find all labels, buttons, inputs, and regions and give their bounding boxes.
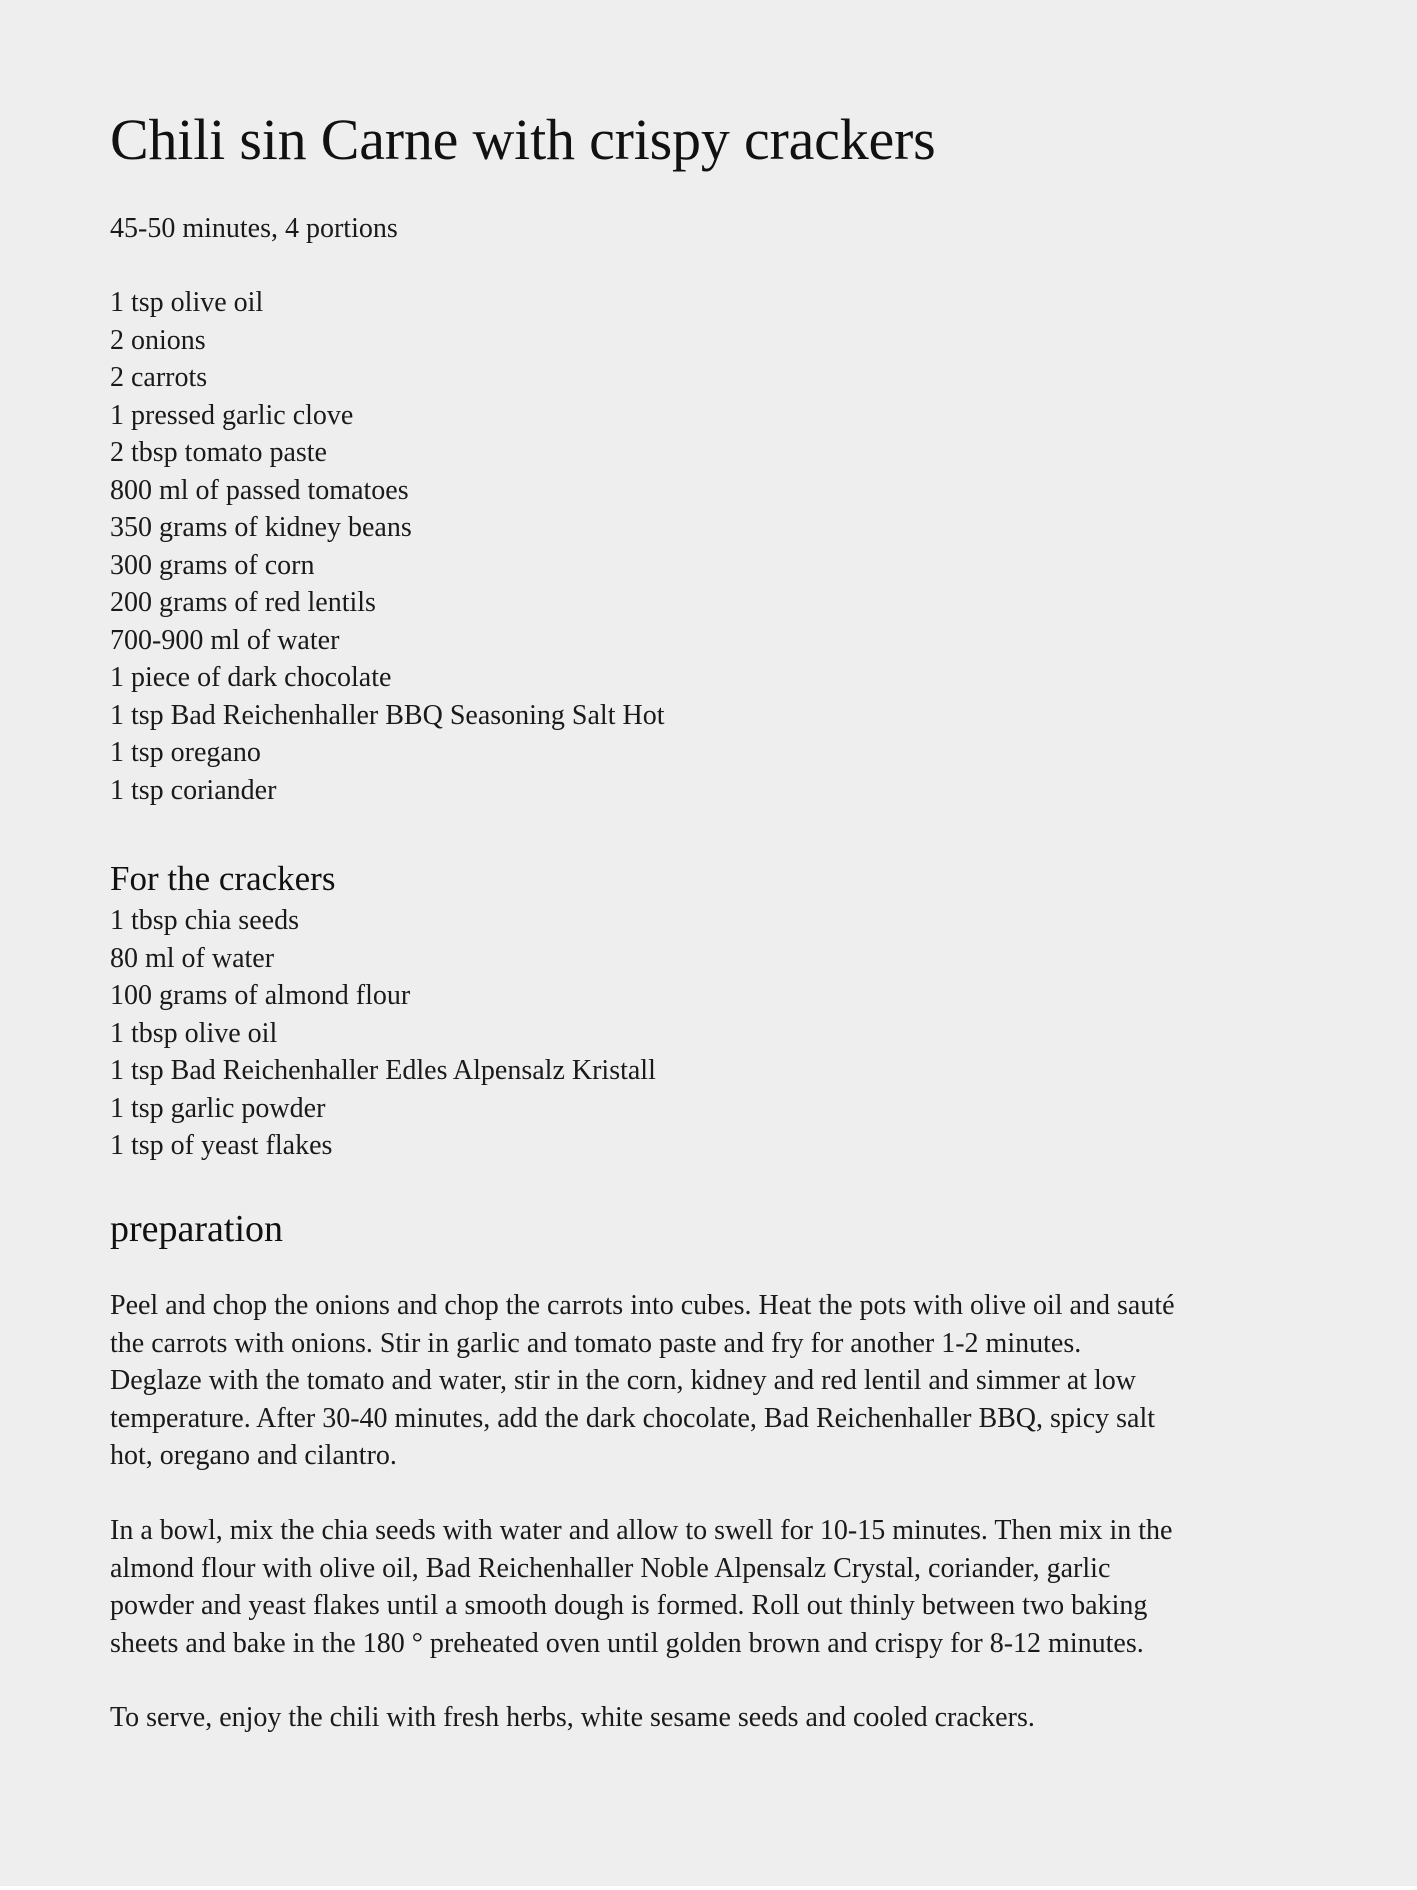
crackers-ingredient-item: 1 tsp Bad Reichenhaller Edles Alpensalz Kristall bbox=[110, 1055, 656, 1086]
ingredient-item: 1 pressed garlic clove bbox=[110, 399, 354, 431]
ingredient-item: 2 carrots bbox=[110, 362, 208, 393]
paragraph-line: the carrots with onions. Stir in garlic and tomato paste and fry for another 1-2 minutes. bbox=[110, 1327, 1082, 1359]
preparation-paragraph-chili bbox=[110, 1287, 1175, 1475]
preparation-paragraph-crackers bbox=[110, 1512, 1172, 1662]
paragraph-line: almond flour with olive oil, Bad Reichenhaller Noble Alpensalz Crystal, coriander, garlic bbox=[110, 1552, 1111, 1584]
paragraph-line: Deglaze with the tomato and water, stir in the corn, kidney and red lentil and simmer at low bbox=[110, 1365, 1137, 1396]
paragraph-line: In a bowl, mix the chia seeds with water and allow to swell for 10-15 minutes. Then mix in the bbox=[110, 1515, 1173, 1546]
preparation-paragraph-serve bbox=[110, 1699, 1035, 1737]
paragraph-line: powder and yeast flakes until a smooth dough is formed. Roll out thinly between two baking bbox=[110, 1590, 1148, 1621]
ingredient-item: 300 grams of corn bbox=[110, 549, 315, 581]
paragraph-line: To serve, enjoy the chili with fresh herbs, white sesame seeds and cooled crackers. bbox=[110, 1702, 1035, 1733]
paragraph-line: hot, oregano and cilantro. bbox=[110, 1440, 397, 1471]
ingredient-item: 700-900 ml of water bbox=[110, 624, 340, 656]
crackers-ingredient-list bbox=[110, 902, 656, 1165]
recipe-title: Chili sin Carne with crispy crackers bbox=[110, 107, 936, 172]
ingredient-item: 1 tsp olive oil bbox=[110, 287, 264, 318]
ingredient-item: 2 tbsp tomato paste bbox=[110, 437, 327, 468]
crackers-ingredient-item: 1 tbsp chia seeds bbox=[110, 905, 299, 936]
ingredient-item: 1 piece of dark chocolate bbox=[110, 662, 392, 693]
ingredient-item: 200 grams of red lentils bbox=[110, 587, 376, 618]
ingredient-item: 1 tsp oregano bbox=[110, 737, 261, 768]
ingredient-item: 350 grams of kidney beans bbox=[110, 512, 412, 543]
crackers-ingredient-item: 1 tsp of yeast flakes bbox=[110, 1130, 333, 1161]
paragraph-line: sheets and bake in the 180 ° preheated oven until golden brown and crispy for 8-12 minutes. bbox=[110, 1627, 1144, 1659]
preparation-heading: preparation bbox=[110, 1208, 284, 1250]
crackers-heading: For the crackers bbox=[110, 859, 336, 898]
recipe-meta: 45-50 minutes, 4 portions bbox=[110, 213, 398, 244]
ingredient-list bbox=[110, 284, 665, 809]
crackers-ingredient-item: 100 grams of almond flour bbox=[110, 980, 411, 1011]
paragraph-line: temperature. After 30-40 minutes, add the dark chocolate, Bad Reichenhaller BBQ, spicy salt bbox=[110, 1402, 1156, 1434]
ingredient-item: 1 tsp coriander bbox=[110, 774, 277, 806]
crackers-ingredient-item: 1 tsp garlic powder bbox=[110, 1092, 326, 1124]
crackers-ingredient-item: 80 ml of water bbox=[110, 942, 275, 974]
ingredient-item: 1 tsp Bad Reichenhaller BBQ Seasoning Salt Hot bbox=[110, 699, 665, 731]
ingredient-item: 800 ml of passed tomatoes bbox=[110, 474, 409, 506]
crackers-ingredient-item: 1 tbsp olive oil bbox=[110, 1017, 278, 1049]
paragraph-line: Peel and chop the onions and chop the carrots into cubes. Heat the pots with olive oil and sauté bbox=[110, 1290, 1175, 1321]
ingredient-item: 2 onions bbox=[110, 324, 206, 356]
